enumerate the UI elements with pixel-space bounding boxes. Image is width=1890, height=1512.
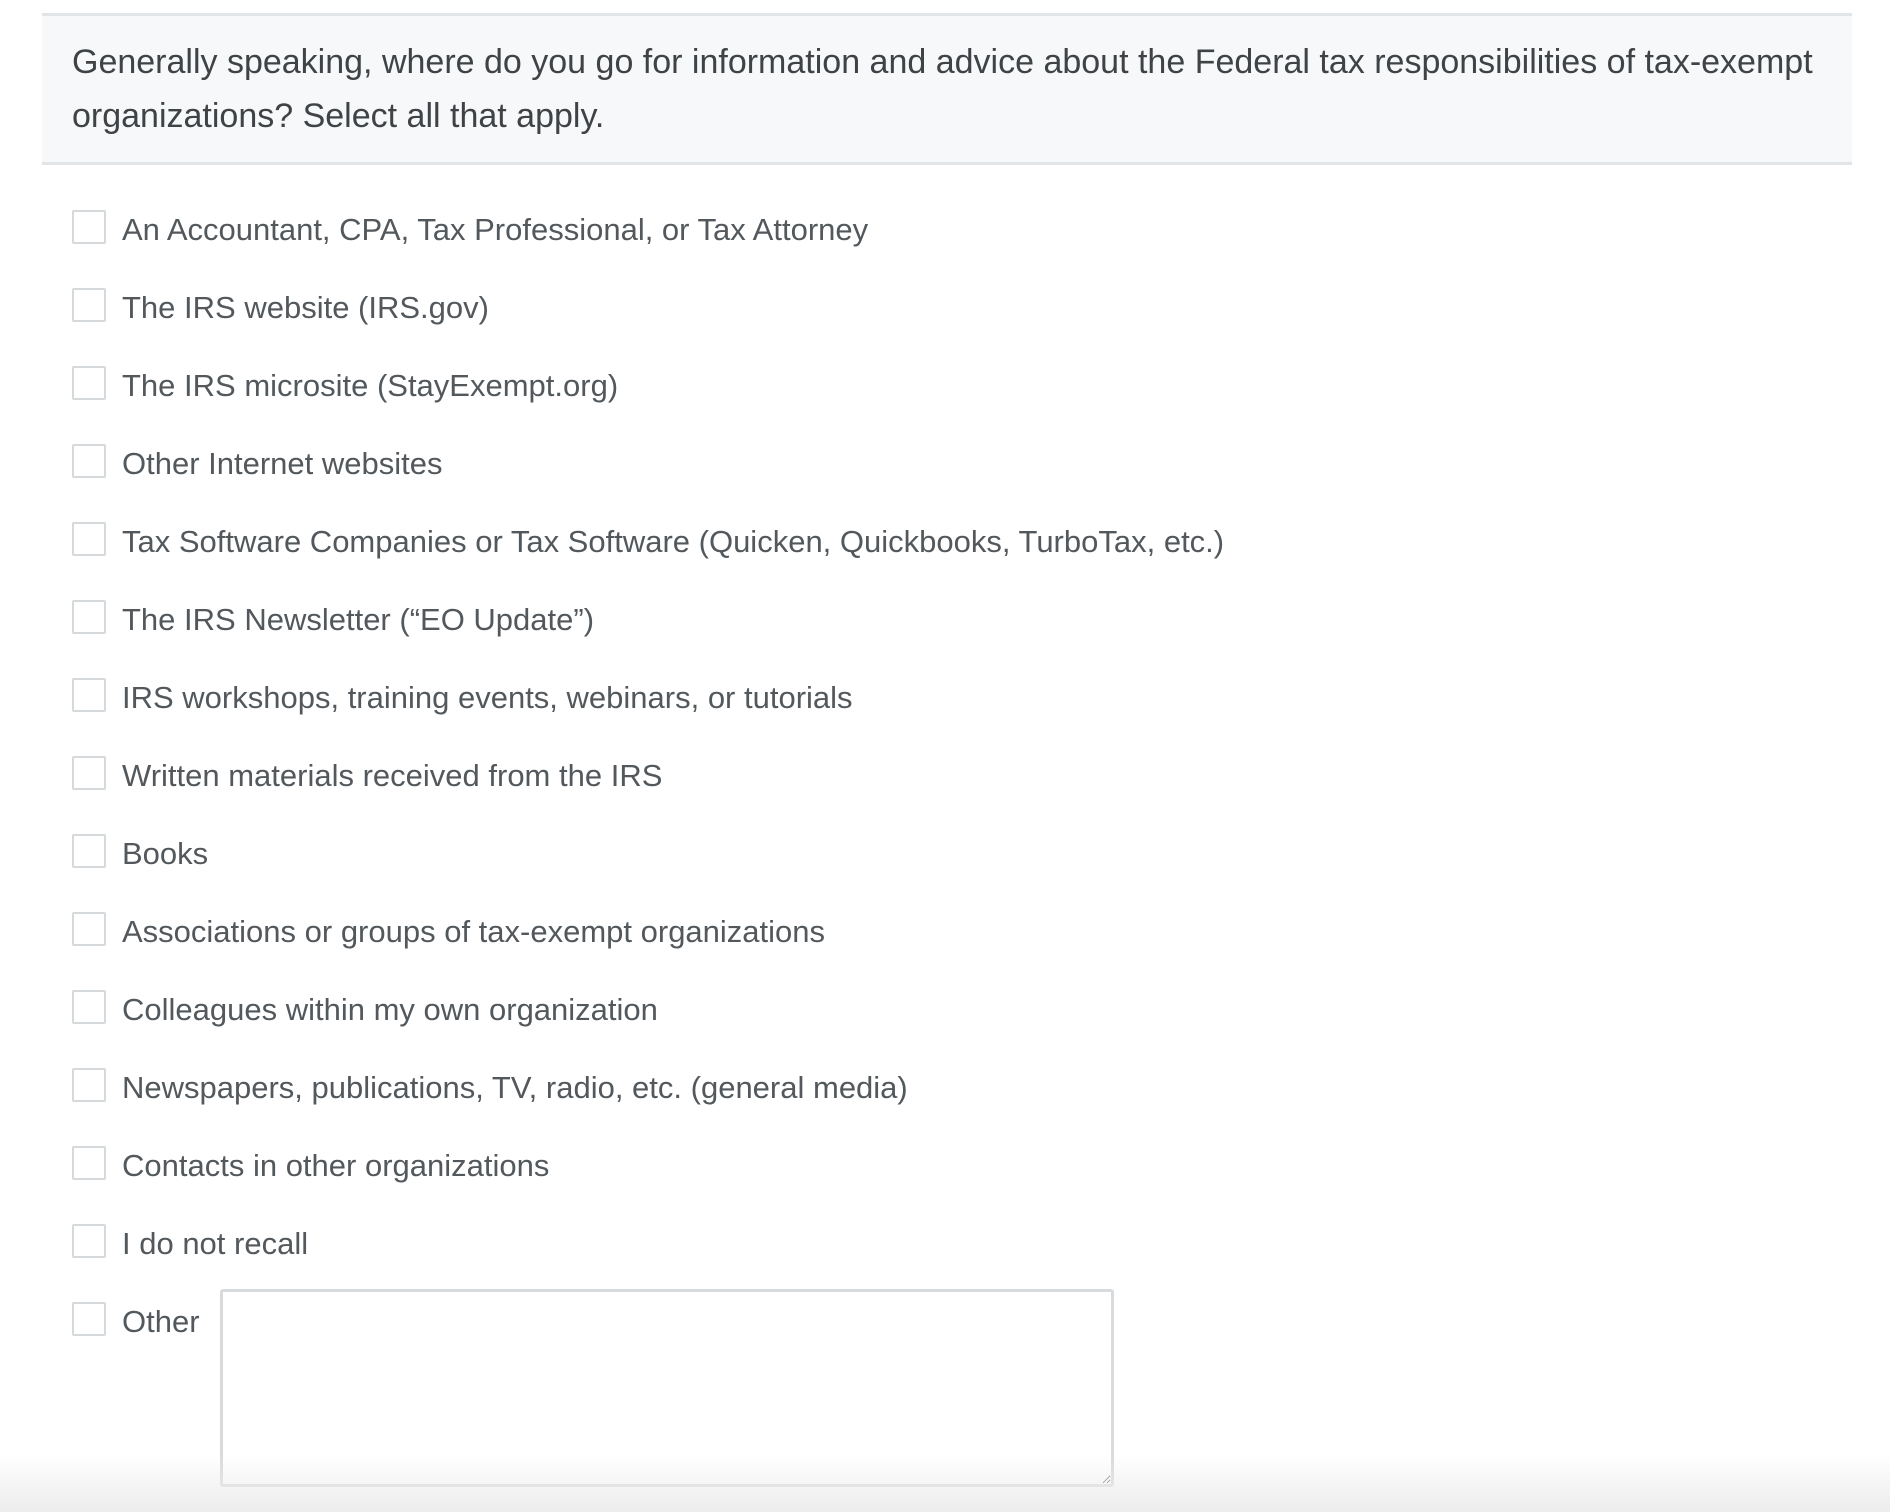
option-label: Other <box>122 1304 200 1339</box>
option-label: Books <box>122 836 209 871</box>
checkbox[interactable] <box>72 834 106 868</box>
option-label: The IRS website (IRS.gov) <box>122 290 489 325</box>
option-label: Newspapers, publications, TV, radio, etc. (general media) <box>122 1070 908 1105</box>
checkbox[interactable] <box>72 600 106 634</box>
checkbox[interactable] <box>72 912 106 946</box>
option-label: An Accountant, CPA, Tax Professional, or Tax Attorney <box>122 212 869 247</box>
option-label: Tax Software Companies or Tax Software (Quicken, Quickbooks, TurboTax, etc.) <box>122 524 1225 559</box>
other-text-input[interactable] <box>220 1289 1114 1487</box>
checkbox[interactable] <box>72 756 106 790</box>
question-text: Generally speaking, where do you go for information and advice about the Federal tax responsibilities of tax-exempt organizations? Select all that apply. <box>72 43 1813 135</box>
option-label: Associations or groups of tax-exempt organizations <box>122 914 826 949</box>
checkbox[interactable] <box>72 1068 106 1102</box>
option-label: I do not recall <box>122 1226 309 1261</box>
checkbox[interactable] <box>72 366 106 400</box>
checkbox[interactable] <box>72 1224 106 1258</box>
checkbox[interactable] <box>72 522 106 556</box>
option-label: The IRS microsite (StayExempt.org) <box>122 368 619 403</box>
checkbox[interactable] <box>72 288 106 322</box>
checkbox[interactable] <box>72 1146 106 1180</box>
checkbox[interactable] <box>72 210 106 244</box>
option-label: The IRS Newsletter (“EO Update”) <box>122 602 595 637</box>
checkbox[interactable] <box>72 678 106 712</box>
option-label: Colleagues within my own organization <box>122 992 658 1027</box>
option-label: IRS workshops, training events, webinars, or tutorials <box>122 680 853 715</box>
checkbox[interactable] <box>72 444 106 478</box>
checkbox[interactable] <box>72 990 106 1024</box>
option-label: Contacts in other organizations <box>122 1148 550 1183</box>
checkbox[interactable] <box>72 1302 106 1336</box>
option-label: Written materials received from the IRS <box>122 758 663 793</box>
option-label: Other Internet websites <box>122 446 443 481</box>
